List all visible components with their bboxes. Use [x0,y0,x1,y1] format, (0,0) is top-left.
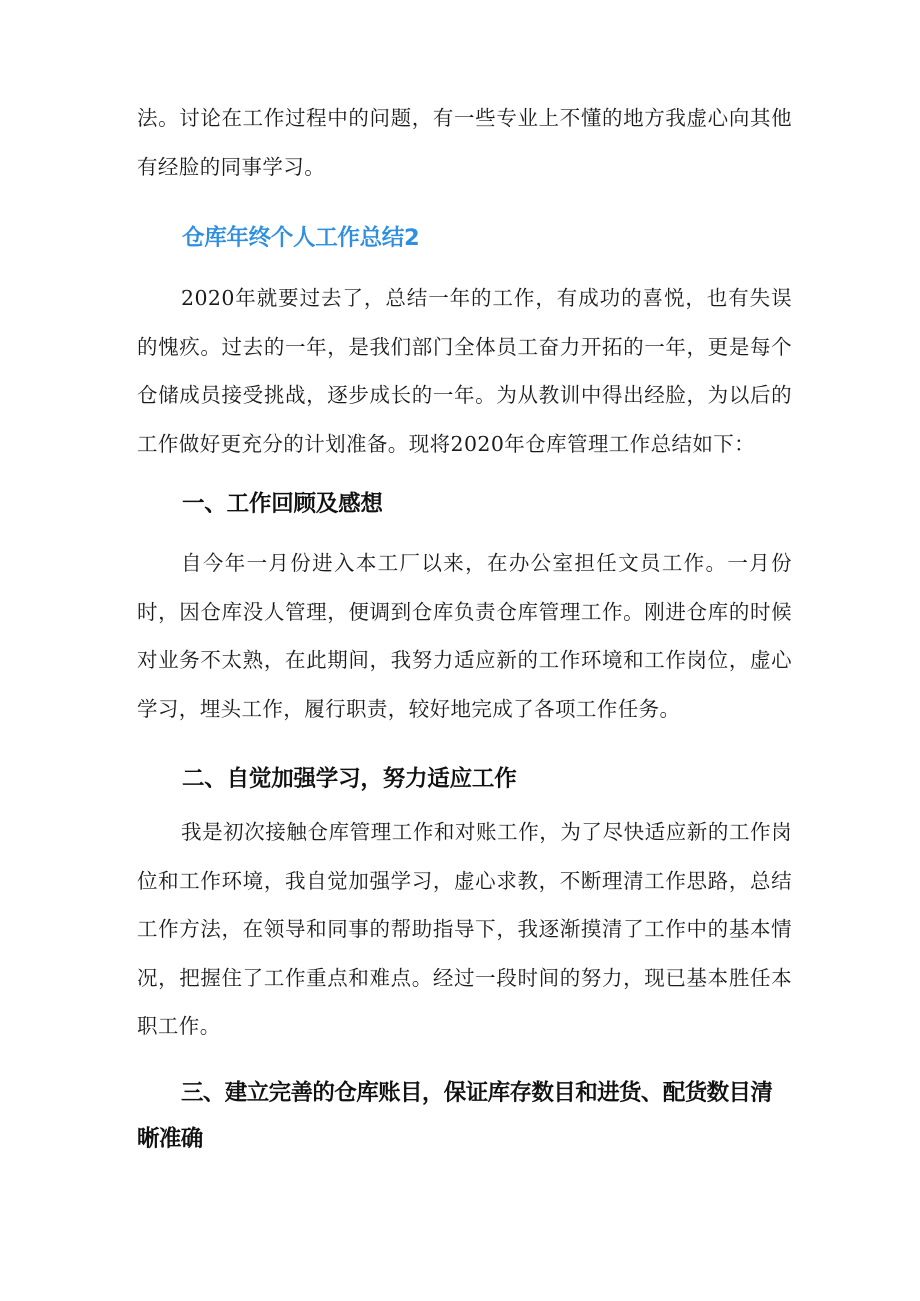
section-heading-2: 二、自觉加强学习，努力适应工作 [182,766,517,792]
section-heading-3: 三、建立完善的仓库账目，保证库存数目和进货、配货数目清晰准确 [137,1080,773,1152]
paragraph-opening: 2020年就要过去了，总结一年的工作，有成功的喜悦，也有失误的愧疚。过去的一年，是我们部门全体员工奋力开拓的一年，更是每个仓储成员接受挑战，逐步成长的一年。为从教训中得出经脸，为以后的工作做好更充分的计划准备。现将2020年仓库管理工作总结如下： [137,286,792,456]
paragraph-intro-tail: 法。讨论在工作过程中的问题，有一些专业上不懂的地方我虚心向其他有经脸的同事学习。 [137,106,792,179]
sub-title: 仓库年终个人工作总结2 [182,225,420,251]
section-heading-1: 一、工作回顾及感想 [182,491,383,517]
section-body-1: 自今年一月份进入本工厂以来，在办公室担任文员工作。一月份时，因仓库没人管理，便调到仓库负责仓库管理工作。刚进仓库的时候对业务不太熟，在此期间，我努力适应新的工作环境和工作岗位，虚心学习，埋头工作，履行职责，较好地完成了各项工作任务。 [137,551,792,721]
section-body-2: 我是初次接触仓库管理工作和对账工作，为了尽快适应新的工作岗位和工作环境，我自觉加强学习，虚心求教，不断理清工作思路，总结工作方法，在领导和同事的帮助指导下，我逐渐摸清了工作中的基本情况，把握住了工作重点和难点。经过一段时间的努力，现已基本胜任本职工作。 [137,820,792,1038]
